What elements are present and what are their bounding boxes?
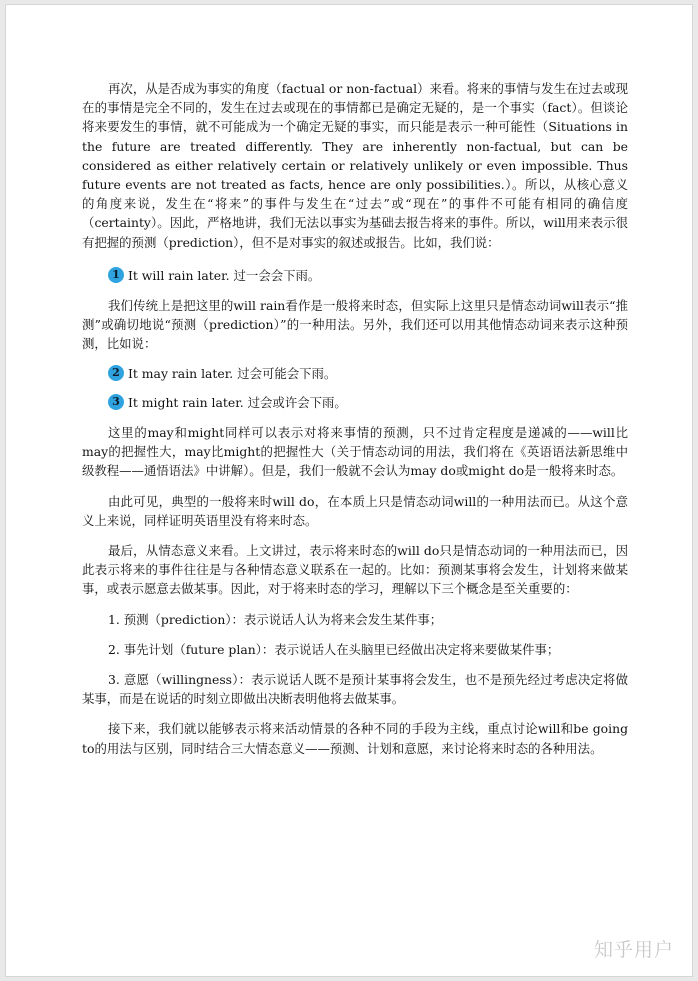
watermark-text: 知乎用户: [593, 939, 674, 961]
paragraph-3: 这里的may和might同样可以表示对将来事情的预测，只不过肯定程度是递减的——will比may的把握性大，may比might的把握性大（关于情态动词的用法，我们将在《英语语法新思维中级教程——通悟语法》中讲解）。但是，我们一般就不会认为may do或might do是一般将来时态。: [82, 425, 628, 479]
concept-item-future-plan: 2. 事先计划（future plan）：表示说话人在头脑里已经做出决定将来要做某件事；: [108, 641, 560, 657]
document-page: [5, 4, 693, 977]
paragraph-6: 接下来，我们就以能够表示将来活动情景的各种不同的手段为主线，重点讨论will和be going to的用法与区别，同时结合三大情态意义——预测、计划和意愿，来讨论将来时态的各种用法。: [82, 721, 628, 756]
example-number-badge: 2: [108, 365, 124, 381]
example-3: [108, 393, 628, 412]
example-number-badge: 3: [108, 394, 124, 410]
example-1: [108, 266, 628, 285]
paragraph-2: 我们传统上是把这里的will rain看作是一般将来时态，但实际上这里只是情态动词will表示“推测”或确切地说“预测（prediction）”的一种用法。另外，我们还可以用其他情态动词来表示这种预测，比如说：: [82, 298, 628, 352]
paragraph-5: 最后，从情态意义来看。上文讲过，表示将来时态的will do只是情态动词的一种用法而已，因此表示将来的事件往往是与各种情态意义联系在一起的。比如：预测某事将会发生，计划将来做某事，或表示愿意去做某事。因此，对于将来时态的学习，理解以下三个概念是至关重要的：: [82, 543, 628, 597]
example-text: It might rain later. 过会或许会下雨。: [128, 394, 347, 410]
concept-item-prediction: 1. 预测（prediction）：表示说话人认为将来会发生某件事；: [108, 611, 443, 627]
example-2: [108, 364, 628, 383]
document-body: [82, 79, 628, 758]
paragraph-1: 再次，从是否成为事实的角度（factual or non-factual）来看。将来的事情与发生在过去或现在的事情是完全不同的，发生在过去或现在的事情都已是确定无疑的，是一个事实（fact）。但谈论将来要发生的事情，就不可能成为一个确定无疑的事实，而只能是表示一种可能性（Situations in the future are treated differently. They are inherently non-factual, but can be considered as either relatively certain or relatively unlikely or even impossible. Thus future events are not treated as facts, hence are only possibilities.）。所以，从核心意义的角度来说，发生在“将来”的事件与发生在“过去”或“现在”的事件不可能有相同的确信度（certainty）。因此，严格地讲，我们无法以事实为基础去报告将来的事件。所以，will用来表示很有把握的预测（prediction），但不是对事实的叙述或报告。比如，我们说：: [82, 81, 628, 250]
example-text: It will rain later. 过一会会下雨。: [128, 267, 321, 283]
concept-item-willingness: 3. 意愿（willingness）：表示说话人既不是预计某事将会发生，也不是预先经过考虑决定将做某事，而是在说话的时刻立即做出决断表明他将去做某事。: [82, 672, 628, 707]
example-text: It may rain later. 过会可能会下雨。: [128, 365, 337, 381]
paragraph-4: 由此可见，典型的一般将来时will do，在本质上只是情态动词will的一种用法而已。从这个意义上来说，同样证明英语里没有将来时态。: [82, 493, 628, 528]
example-number-badge: 1: [108, 267, 124, 283]
